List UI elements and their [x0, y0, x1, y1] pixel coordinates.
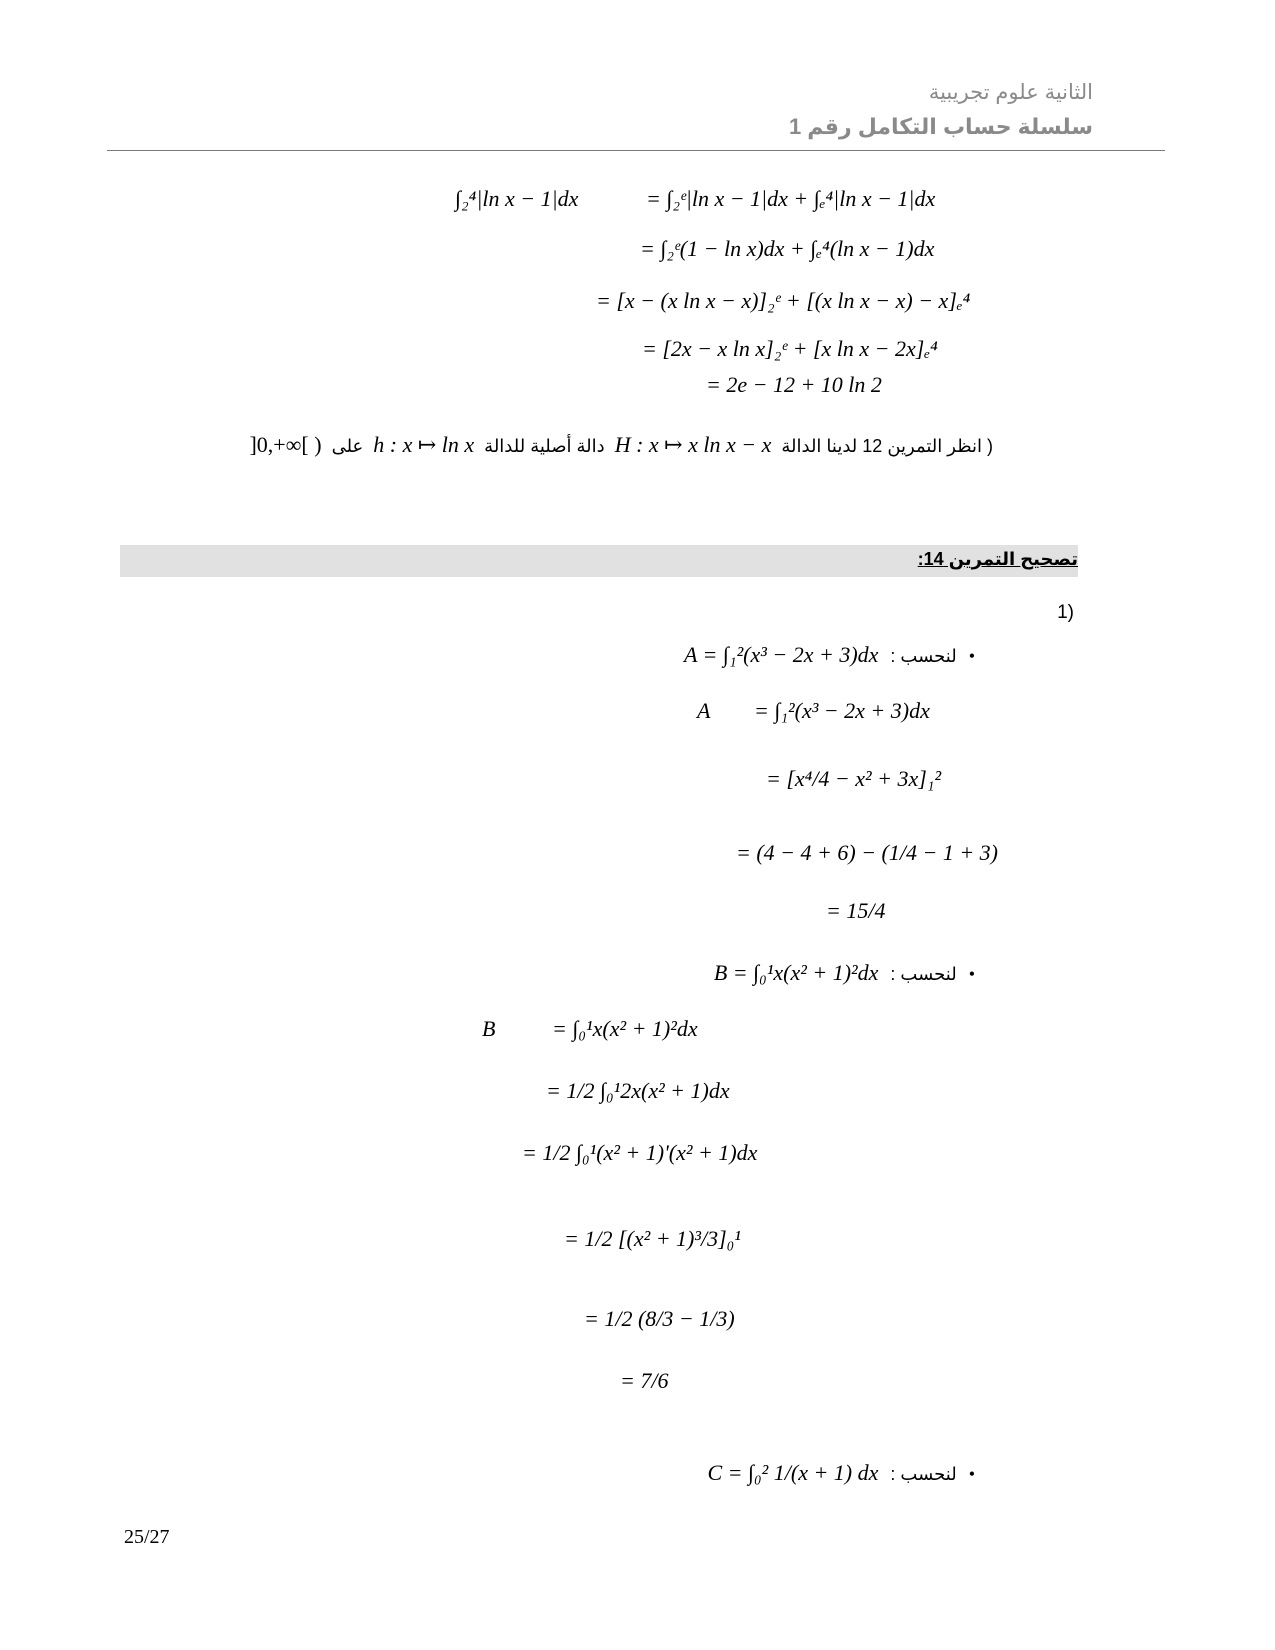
note-math-h: h : x ↦ ln x — [373, 432, 475, 457]
A-definition: A = ∫₁²(x³ − 2x + 3)dx — [684, 642, 879, 667]
note-text-2: دالة أصلية للدالة — [484, 436, 605, 456]
integral-step-1: = ∫₂ᵉ|ln x − 1|dx + ∫ₑ⁴|ln x − 1|dx — [646, 186, 936, 211]
B-step-3: = 1/2 ∫₀¹(x² + 1)'(x² + 1)dx — [522, 1140, 758, 1165]
B-step-4: = 1/2 [(x² + 1)³/3]₀¹ — [564, 1226, 741, 1251]
A-step-1: = ∫₁²(x³ − 2x + 3)dx — [754, 698, 930, 723]
C-definition: C = ∫₀² 1/(x + 1) dx — [707, 1460, 879, 1485]
header-subtitle: الثانية علوم تجريبية — [928, 81, 1093, 104]
calc-A-label: لنحسب : — [890, 646, 957, 666]
A-name: A — [697, 698, 711, 723]
integral-step-3: = [x − (x ln x − x)]₂ᵉ + [(x ln x − x) − x]ₑ⁴ — [596, 288, 971, 313]
B-step-2: = 1/2 ∫₀¹2x(x² + 1)dx — [546, 1078, 730, 1103]
calc-C-line — [707, 1460, 975, 1486]
integral-step-5: = 2e − 12 + 10 ln 2 — [706, 372, 882, 397]
B-definition: B = ∫₀¹x(x² + 1)²dx — [713, 960, 879, 985]
bullet-C: • — [968, 1464, 975, 1484]
calc-A-line — [684, 642, 975, 668]
integral-step-2: = ∫₂ᵉ(1 − ln x)dx + ∫ₑ⁴(ln x − 1)dx — [640, 236, 935, 261]
note-math-H: H : x ↦ x ln x − x — [614, 432, 772, 457]
A-step-3: = (4 − 4 + 6) − (1/4 − 1 + 3) — [736, 840, 998, 865]
integral-step-4: = [2x − x ln x]₂ᵉ + [x ln x − 2x]ₑ⁴ — [642, 336, 938, 361]
B-step-5: = 1/2 (8/3 − 1/3) — [584, 1306, 735, 1331]
bullet-B: • — [968, 964, 975, 984]
A-step-2: = [x⁴/4 − x² + 3x]₁² — [766, 766, 942, 791]
header-rule — [107, 150, 1165, 151]
page-number: 25/27 — [124, 1526, 170, 1548]
section-title: تصحيح التمرين 14: — [917, 549, 1078, 569]
A-step-4: = 15/4 — [826, 898, 886, 923]
calc-B-label: لنحسب : — [890, 964, 957, 984]
calc-C-label: لنحسب : — [890, 1464, 957, 1484]
note-interval: ]0,+∞[ ) — [249, 432, 322, 457]
calc-B-line — [714, 960, 975, 986]
B-step-1: = ∫₀¹x(x² + 1)²dx — [552, 1016, 698, 1041]
B-name: B — [482, 1016, 496, 1041]
note-text-3: على — [331, 436, 364, 456]
integral-lhs: ∫₂⁴|ln x − 1|dx — [455, 186, 579, 211]
header-title: سلسلة حساب التكامل رقم 1 — [788, 114, 1093, 139]
note-text-1: ( انظر التمرين 12 لدينا الدالة — [781, 436, 993, 456]
bullet-A: • — [968, 646, 975, 666]
B-step-6: = 7/6 — [620, 1368, 669, 1393]
note-line — [249, 432, 993, 458]
item-number: (1 — [1057, 602, 1074, 623]
